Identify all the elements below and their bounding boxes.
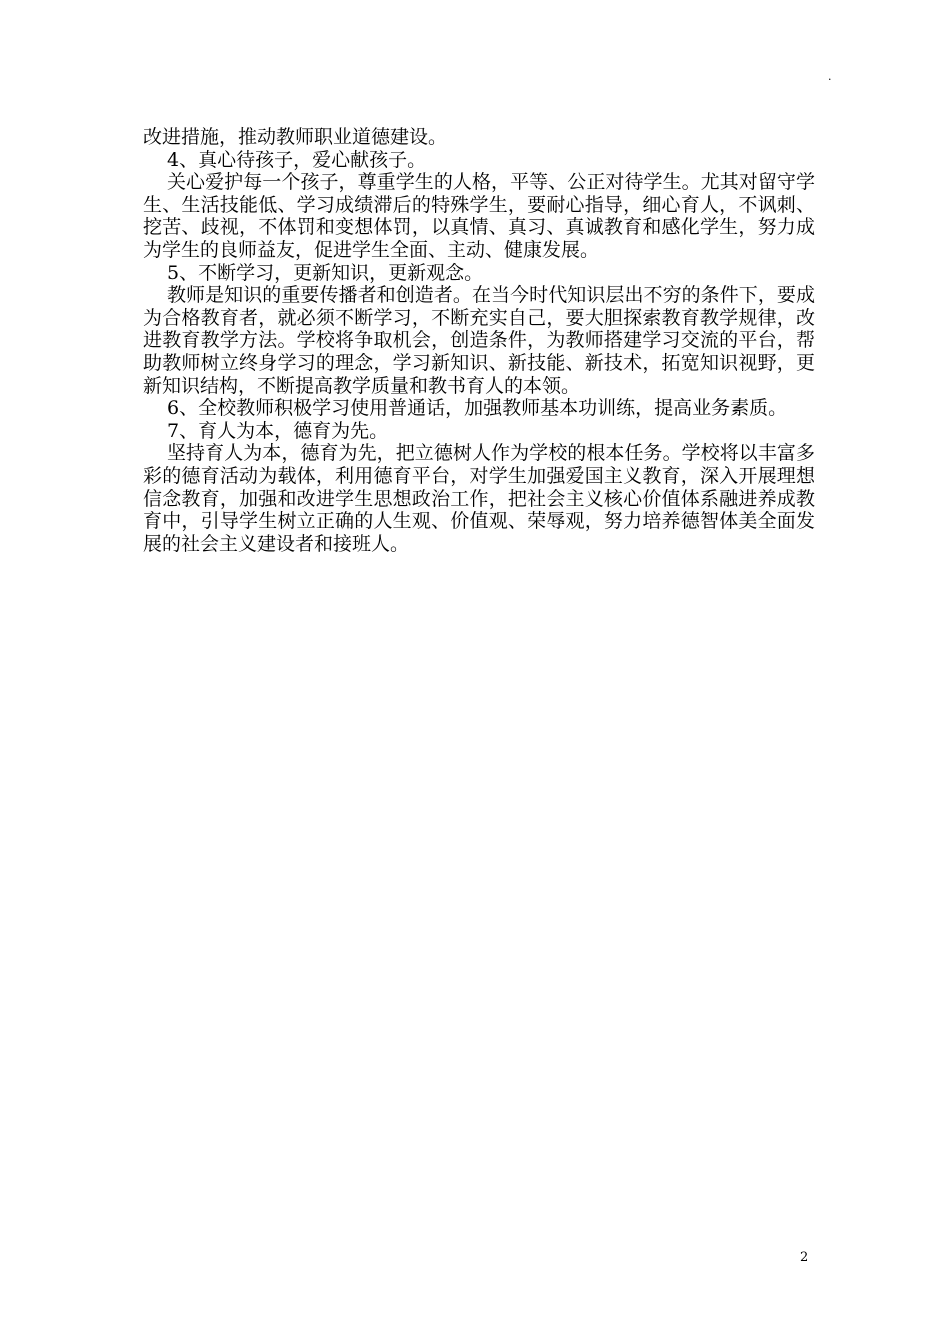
paragraph-moral-education: 坚持育人为本，德育为先，把立德树人作为学校的根本任务。学校将以丰富多彩的德育活动为载体，利用德育平台，对学生加强爱国主义教育，深入开展理想信念教育，加强和改进学生思想政治工作，把社会主义核心价值体系融进养成教育中，引导学生树立正确的人生观、价值观、荣辱观，努力培养德智体美全面发展的社会主义建设者和接班人。: [143, 442, 815, 555]
item-heading-7: 7、育人为本，德育为先。: [167, 419, 389, 442]
item-heading-5: 5、不断学习，更新知识，更新观念。: [167, 261, 484, 284]
header-mark: .: [828, 70, 832, 83]
paragraph-continuous-learning: 教师是知识的重要传播者和创造者。在当今时代知识层出不穷的条件下，要成为合格教育者，就必须不断学习，不断充实自己，要大胆探索教育教学规律，改进教育教学方法。学校将争取机会，创造条件，为教师搭建学习交流的平台，帮助教师树立终身学习的理念，学习新知识、新技能、新技术，拓宽知识视野，更新知识结构，不断提高教学质量和教书育人的本领。: [143, 284, 815, 397]
item-heading-6: 6、全校教师积极学习使用普通话，加强教师基本功训练，提高业务素质。: [167, 397, 788, 420]
page-number: 2: [800, 1250, 809, 1265]
document-body: [143, 126, 815, 555]
item-heading-4: 4、真心待孩子，爱心献孩子。: [167, 148, 427, 171]
paragraph-continuation: 改进措施，推动教师职业道德建设。: [143, 126, 448, 148]
paragraph-care-students: 关心爱护每一个孩子，尊重学生的人格，平等、公正对待学生。尤其对留守学生、生活技能低、学习成绩滞后的特殊学生，要耐心指导，细心育人，不讽刺、挖苦、歧视，不体罚和变想体罚，以真情、真习、真诚教育和感化学生，努力成为学生的良师益友，促进学生全面、主动、健康发展。: [143, 171, 815, 261]
